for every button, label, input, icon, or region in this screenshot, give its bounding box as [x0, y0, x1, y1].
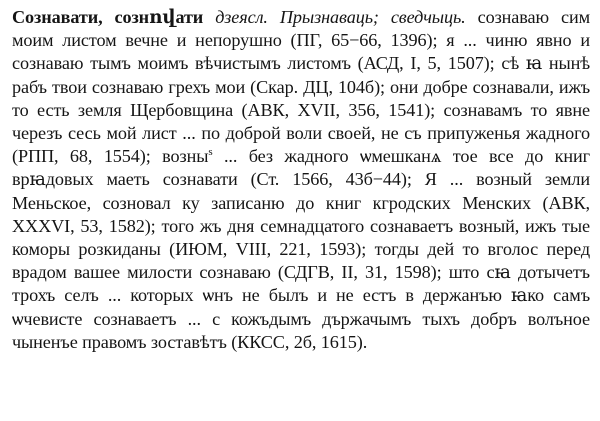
citations-part-2: ... без жадного ѡмешканѧ тое все до книг врꙗдовых маеть сознавати (Ст. 1566, 43б−44); Я ... возный земли Меньское, созновал ку записаню до книг кгродских Менских (АВК, XXXVI, 53, 1582); того жъ дня семнадцатого сознаваетъ возный, ижъ тые коморы розкиданы (ИЮМ, VIII, 221, 1593); тогды дей то вголос перед врадом вашее милости сознаваю (СДГВ, II, 31, 1598); што сꙗ дотычетъ трохъ селъ ... которых ѡнъ не былъ и не естъ в держанъю ꙗко самъ ѡчевисте сознаваетъ ... с кожъдымъ държачымъ тыхъ добръ волъное чыненъе правомъ зоставѣтъ (ККСС, 2б, 1615). [12, 146, 591, 352]
headword: Сознавати, сознովати [12, 7, 204, 27]
dictionary-entry [12, 6, 590, 354]
citations-part-1: сознаваю сим моим листом вечне и непорушно (ПГ, 65−66, 1396); я ... чиню явно и сознаваю тымъ моимъ вѣчистымъ листомъ (АСД, I, 5, 1507); сѣ ꙗ нынѣ рабъ твои сознаваю грехъ мои (Скар. ДЦ, 104б); они добре сознавали, ижъ то есть земля Щербовщина (АВК, XVII, 356, 1541); сознавамъ то явне черезъ сесь мой лист ... по доброй воли своей, не съ припуженья жадного (РПП, 68, 1554); возны [12, 7, 590, 167]
superscript-mark: s [208, 146, 213, 159]
definition-gloss: Прызнаваць; сведчыць. [279, 7, 466, 27]
part-of-speech: дзеясл. [215, 7, 268, 27]
